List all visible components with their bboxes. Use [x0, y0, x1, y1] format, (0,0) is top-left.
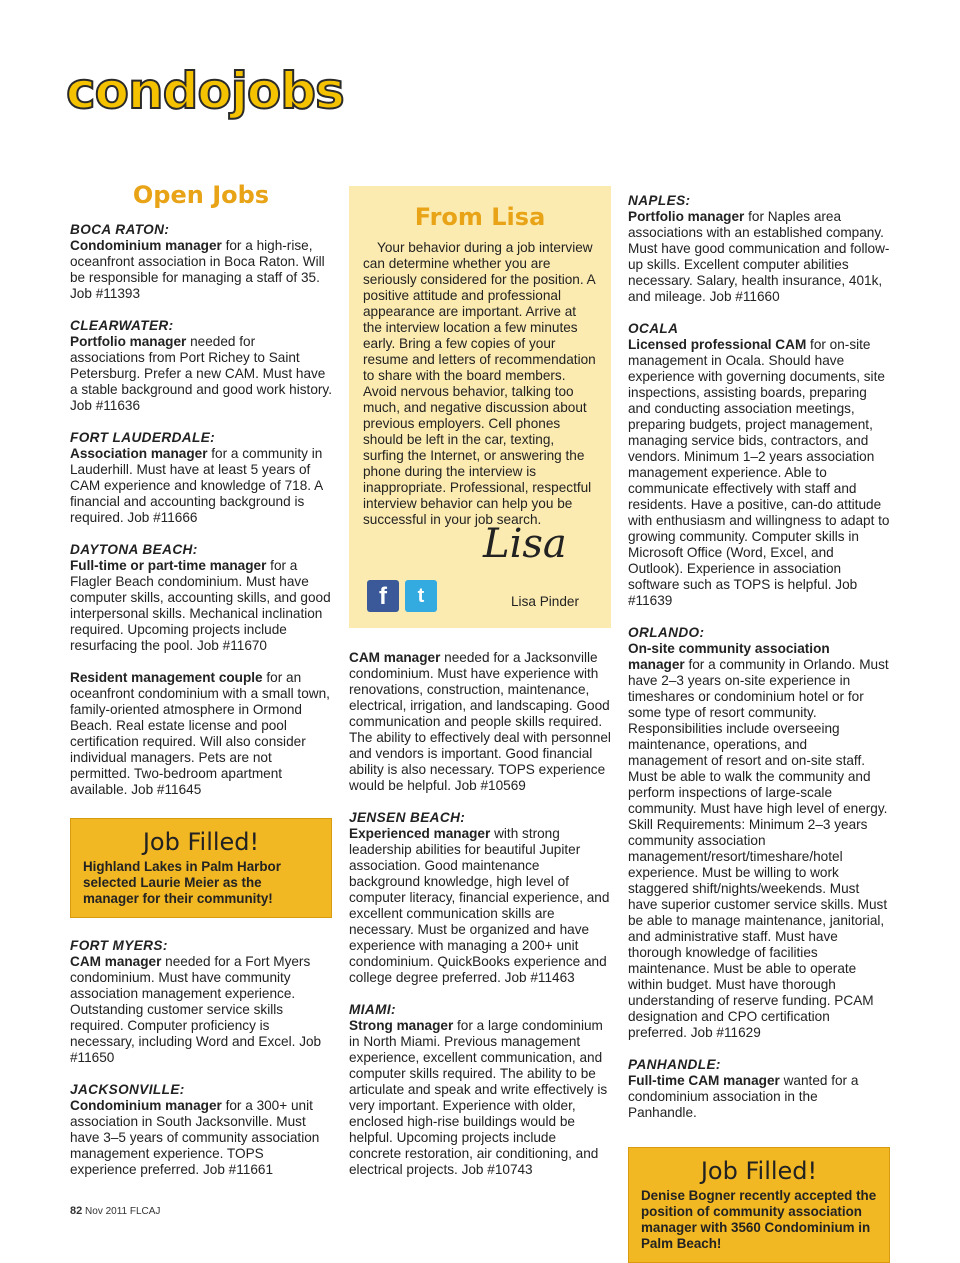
signature-row — [363, 521, 597, 616]
job-listing — [70, 1082, 332, 1178]
job-text: needed for a Fort Myers condominium. Must have community association management experience. Outstanding customer service skills required. Computer proficiency is necessary, including Word and Excel. Job #11650 — [70, 954, 322, 1065]
job-city: PANHANDLE: — [628, 1057, 721, 1072]
job-text: for a Flagler Beach condominium. Must have computer skills, accounting skills, and good interpersonal skills. Mechanical inclination required. Upcoming projects include resurfacing the pool. Job #11670 — [70, 558, 331, 653]
job-text: with strong leadership abilities for beautiful Jupiter association. Good maintenance background knowledge, high level of computer literacy, financial experience, and excellent communication skills are necessary. Must be organized and have experience with managing a 200+ unit condominium. QuickBooks experience and college degree preferred. Job #11463 — [349, 826, 610, 985]
job-city: BOCA RATON: — [70, 222, 170, 237]
job-lead: Resident management couple — [70, 670, 263, 685]
job-text: for Naples area associations with an established company. Must have good communication and follow-up skills. Excellent computer abilities necessary. Salary, health insurance, 401k, and mileage. Job #11660 — [628, 209, 890, 304]
job-lead: CAM manager — [70, 954, 162, 969]
job-listing — [628, 321, 890, 609]
page-number: 82 — [70, 1205, 83, 1217]
job-listing — [70, 938, 332, 1066]
job-filled-text: Denise Bogner recently accepted the position of community association manager with 3560 Condominium in Palm Beach! — [641, 1188, 877, 1251]
job-listing — [349, 810, 611, 986]
job-listing — [70, 670, 332, 798]
twitter-icon[interactable]: t — [405, 580, 437, 612]
job-lead: Condominium manager — [70, 238, 222, 253]
job-city: FORT MYERS: — [70, 938, 168, 953]
signature: Lisa — [483, 521, 567, 567]
job-listing — [349, 650, 611, 794]
facebook-icon[interactable]: f — [367, 580, 399, 612]
job-text: for a community in Lauderhill. Must have at least 5 years of CAM experience and knowledge of 718. A financial and accounting background is required. Job #11666 — [70, 446, 323, 525]
job-text: needed for associations from Port Richey to Saint Petersburg. Prefer a new CAM. Must have a stable background and good work history. Job #11636 — [70, 334, 332, 413]
job-lead: Full-time CAM manager — [628, 1073, 780, 1088]
job-lead: On-site community association manager — [628, 641, 830, 672]
job-text: for an oceanfront condominium with a small town, family-oriented atmosphere in Ormond Beach. Real estate license and pool certification required. Will also consider individual managers. Pets are not permitted. Two-bedroom apartment available. Job #11645 — [70, 670, 330, 797]
job-filled-text: Highland Lakes in Palm Harbor selected Laurie Meier as the manager for their community! — [83, 859, 281, 906]
job-listing — [70, 222, 332, 302]
job-text: for on-site management in Ocala. Should have experience with governing documents, site inspections, assisting boards, preparing and conducting association meetings, preparing budgets, project management, managing service bids, contractors, and vendors. Minimum 1–2 years association management experience. Able to communicate effectively with staff and residents. Have a positive, can-do attitude with enthusiasm and willingness to adapt to growing community. Computer skills in Microsoft Office (Word, Excel, and Outlook). Experience in association software such as TOPS is helpful. Job #11639 — [628, 337, 890, 608]
job-city: MIAMI: — [349, 1002, 396, 1017]
right-column — [628, 193, 890, 1263]
job-filled-title: Job Filled! — [700, 1157, 818, 1185]
job-listing — [70, 430, 332, 526]
job-city: FORT LAUDERDALE: — [70, 430, 216, 445]
job-lead: CAM manager — [349, 650, 441, 665]
job-lead: Portfolio manager — [70, 334, 187, 349]
job-lead: Portfolio manager — [628, 209, 745, 224]
job-lead: Association manager — [70, 446, 208, 461]
job-listing — [628, 193, 890, 305]
from-lisa-text: Your behavior during a job interview can determine whether you are seriously considered for the position. A positive attitude and professional appearance are important. Arrive at the interview location a few minutes early. Bring a few copies of your resume and letters of recommendation to share with the board members. Avoid nervous behavior, talking too much, and negative discussion about previous employers. Cell phones should be left in the car, texting, surfing the Internet, or answering the phone during the interview is inappropriate. Professional, respectful interview behavior can help you be successful in your job search. — [363, 240, 596, 527]
job-listing — [628, 625, 890, 1041]
job-city: OCALA — [628, 321, 679, 336]
job-text: for a high-rise, oceanfront association in Boca Raton. Will be responsible for managing a staff of 35. Job #11393 — [70, 238, 325, 301]
job-lead: Experienced manager — [349, 826, 491, 841]
job-filled-box — [70, 818, 332, 918]
job-lead: Full-time or part-time manager — [70, 558, 267, 573]
middle-column — [349, 186, 611, 1194]
from-lisa-title: From Lisa — [414, 203, 546, 231]
job-text: wanted for a condominium association in the Panhandle. — [628, 1073, 859, 1120]
job-lead: Condominium manager — [70, 1098, 222, 1113]
job-listing — [349, 1002, 611, 1178]
issue-label: Nov 2011 FLCAJ — [85, 1206, 161, 1217]
job-city: NAPLES: — [628, 193, 691, 208]
job-text: needed for a Jacksonville condominium. Must have experience with renovations, construction, maintenance, electrical, irrigation, and landscaping. Good communication and people skills required. The ability to effectively deal with personnel and vendors is important. Good financial ability is also necessary. TOPS experience would be helpful. Job #10569 — [349, 650, 611, 793]
job-filled-title: Job Filled! — [142, 828, 260, 856]
job-text: for a large condominium in North Miami. Previous management experience, excellent communication, and computer skills required. The ability to be articulate and speak and write effectively is very important. Experience with older, enclosed high-rise buildings would be helpful. Upcoming projects include concrete restoration, air conditioning, and electrical projects. Job #10743 — [349, 1018, 608, 1177]
open-jobs-title: Open Jobs — [132, 181, 270, 209]
job-listing — [70, 542, 332, 654]
job-filled-box — [628, 1147, 890, 1263]
job-city: JENSEN BEACH: — [349, 810, 466, 825]
job-city: DAYTONA BEACH: — [70, 542, 198, 557]
job-lead: Strong manager — [349, 1018, 454, 1033]
job-listing — [628, 1057, 890, 1121]
signature-name: Lisa Pinder — [511, 594, 580, 609]
job-listing — [70, 318, 332, 414]
job-city: JACKSONVILLE: — [70, 1082, 185, 1097]
page-footer — [70, 1205, 160, 1217]
condojobs-logo: condojobs — [66, 62, 344, 120]
job-lead: Licensed professional CAM — [628, 337, 807, 352]
job-text: for a community in Orlando. Must have 2–3 years on-site experience in timeshares or condominium hotel or for some type of resort community. Responsibilities include overseeing maintenance, operations, and management of resort and on-site staff. Must be able to walk the community and perform inspections of large-scale community. Must have high level of energy. Skill Requirements: Minimum 2–3 years community association management/resort/timeshare/hotel experience. Must be willing to work staggered shift/nights/weekends. Must have superior customer service skills. Must be able to manage maintenance, janitorial, and administrative staff. Must have thorough knowledge of facilities maintenance. Must be able to operate within budget. Must have thorough understanding of reserve funding. PCAM designation and CPO certification preferred. Job #11629 — [628, 657, 889, 1040]
job-text: for a 300+ unit association in South Jacksonville. Must have 3–5 years of community association management experience. TOPS experience preferred. Job #11661 — [70, 1098, 320, 1177]
job-city: ORLANDO: — [628, 625, 705, 640]
from-lisa-box — [349, 186, 611, 628]
open-jobs-column — [70, 180, 332, 1194]
job-city: CLEARWATER: — [70, 318, 174, 333]
